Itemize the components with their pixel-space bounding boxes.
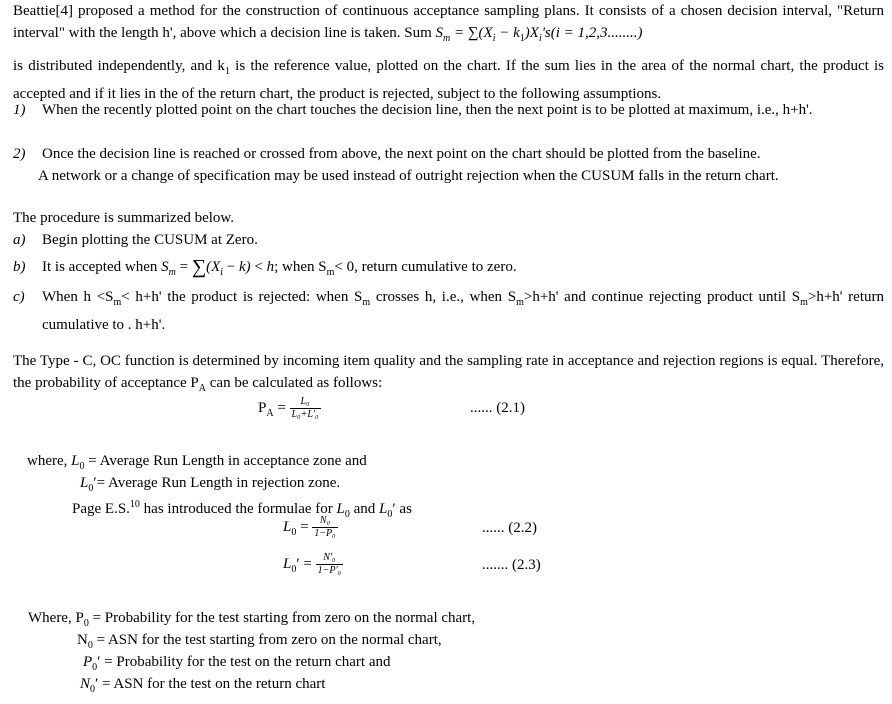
intro-paragraph xyxy=(13,0,884,50)
assumption-2: Once the decision line is reached or crossed from above, the next point on the chart should be plotted from the baseline. xyxy=(42,146,761,162)
step-a: Begin plotting the CUSUM at Zero. xyxy=(42,232,258,248)
where-l0: where, $L_0$ = Average Run Length in acceptance zone and xyxy=(27,453,367,472)
assumption-number: 2) xyxy=(13,146,26,162)
step-number: c) xyxy=(13,289,25,305)
where-l0-prime: $L_0'=$ Average Run Length in rejection zone. xyxy=(80,475,341,494)
procedure-intro: The procedure is summarized below. xyxy=(13,210,235,226)
page-es-line: Page E.S.$^{10}$ has introduced the formulae for $L_0$ and $L_0'$ as xyxy=(72,499,412,520)
step-number: a) xyxy=(13,232,26,248)
step-c: When $h <S_m< h+h'$ the product is rejected: when $S_m$ crosses h, i.e., when $S_m>h+h'$ and continue rejecting product until $S_m>h+h'$ return cumulative to . h+h'. xyxy=(42,289,884,333)
assumption-number: 1) xyxy=(13,102,26,118)
oc-paragraph: The Type - C, OC function is determined by incoming item quality and the sampling rate in acceptance and rejection regions is equal. Therefore, the probability of acceptance $P_A$ can be calculated as follows: xyxy=(13,353,884,394)
equation-number: ....... (2.3) xyxy=(482,557,541,573)
step-number: b) xyxy=(13,259,26,275)
where-n0-prime: $N_0'$ = ASN for the test on the return chart xyxy=(80,676,326,695)
equation-number: ...... (2.1) xyxy=(470,400,525,416)
where-p0-prime: $P_0'$ = Probability for the test on the return chart and xyxy=(83,654,391,673)
intro-paragraph-cont: is distributed independently, and $k_1$ is the reference value, plotted on the chart. If the sum lies in the area of the normal chart, the product is accepted and if it lies in the of the return chart, the product is rejected, subject to the following assumptions. xyxy=(13,58,884,102)
equation-2-2: $L_0$ = $\frac{\text{N₀}}{\text{1−P₀}}$ xyxy=(283,515,336,539)
assumption-1: When the recently plotted point on the chart touches the decision line, then the next point is to be plotted at maximum, i.e., h+h'. xyxy=(42,102,813,118)
sum-formula: $S_m = \sum(X_i - k_1)X_i's(i = 1,2,3........)$ xyxy=(435,25,643,44)
intro-text: Beattie[4] proposed a method for the construction of continuous acceptance sampling plans. It consists of a chosen decision interval, "Return interval" with the length h', above which a decision line is taken. Sum xyxy=(13,3,884,41)
equation-2-1: $P_A$ = $\frac{\text{L₀}}{\text{L₀+L'₀}}$ xyxy=(258,396,319,420)
network-line: A network or a change of specification may be used instead of outright rejection when the CUSUM falls in the return chart. xyxy=(38,168,779,184)
equation-number: ...... (2.2) xyxy=(482,520,537,536)
step-b: It is accepted when $S_m = \sum(X_i - k) < h$; when $S_m< 0$, return cumulative to zero. xyxy=(42,256,517,278)
where-p0: Where, $P_0$ = Probability for the test starting from zero on the normal chart, xyxy=(28,610,476,629)
where-n0: $N_0$ = ASN for the test starting from zero on the normal chart, xyxy=(77,632,442,651)
equation-2-3: $L_0'$ = $\frac{\text{N'₀}}{\text{1−P'₀}}$ xyxy=(283,552,342,576)
